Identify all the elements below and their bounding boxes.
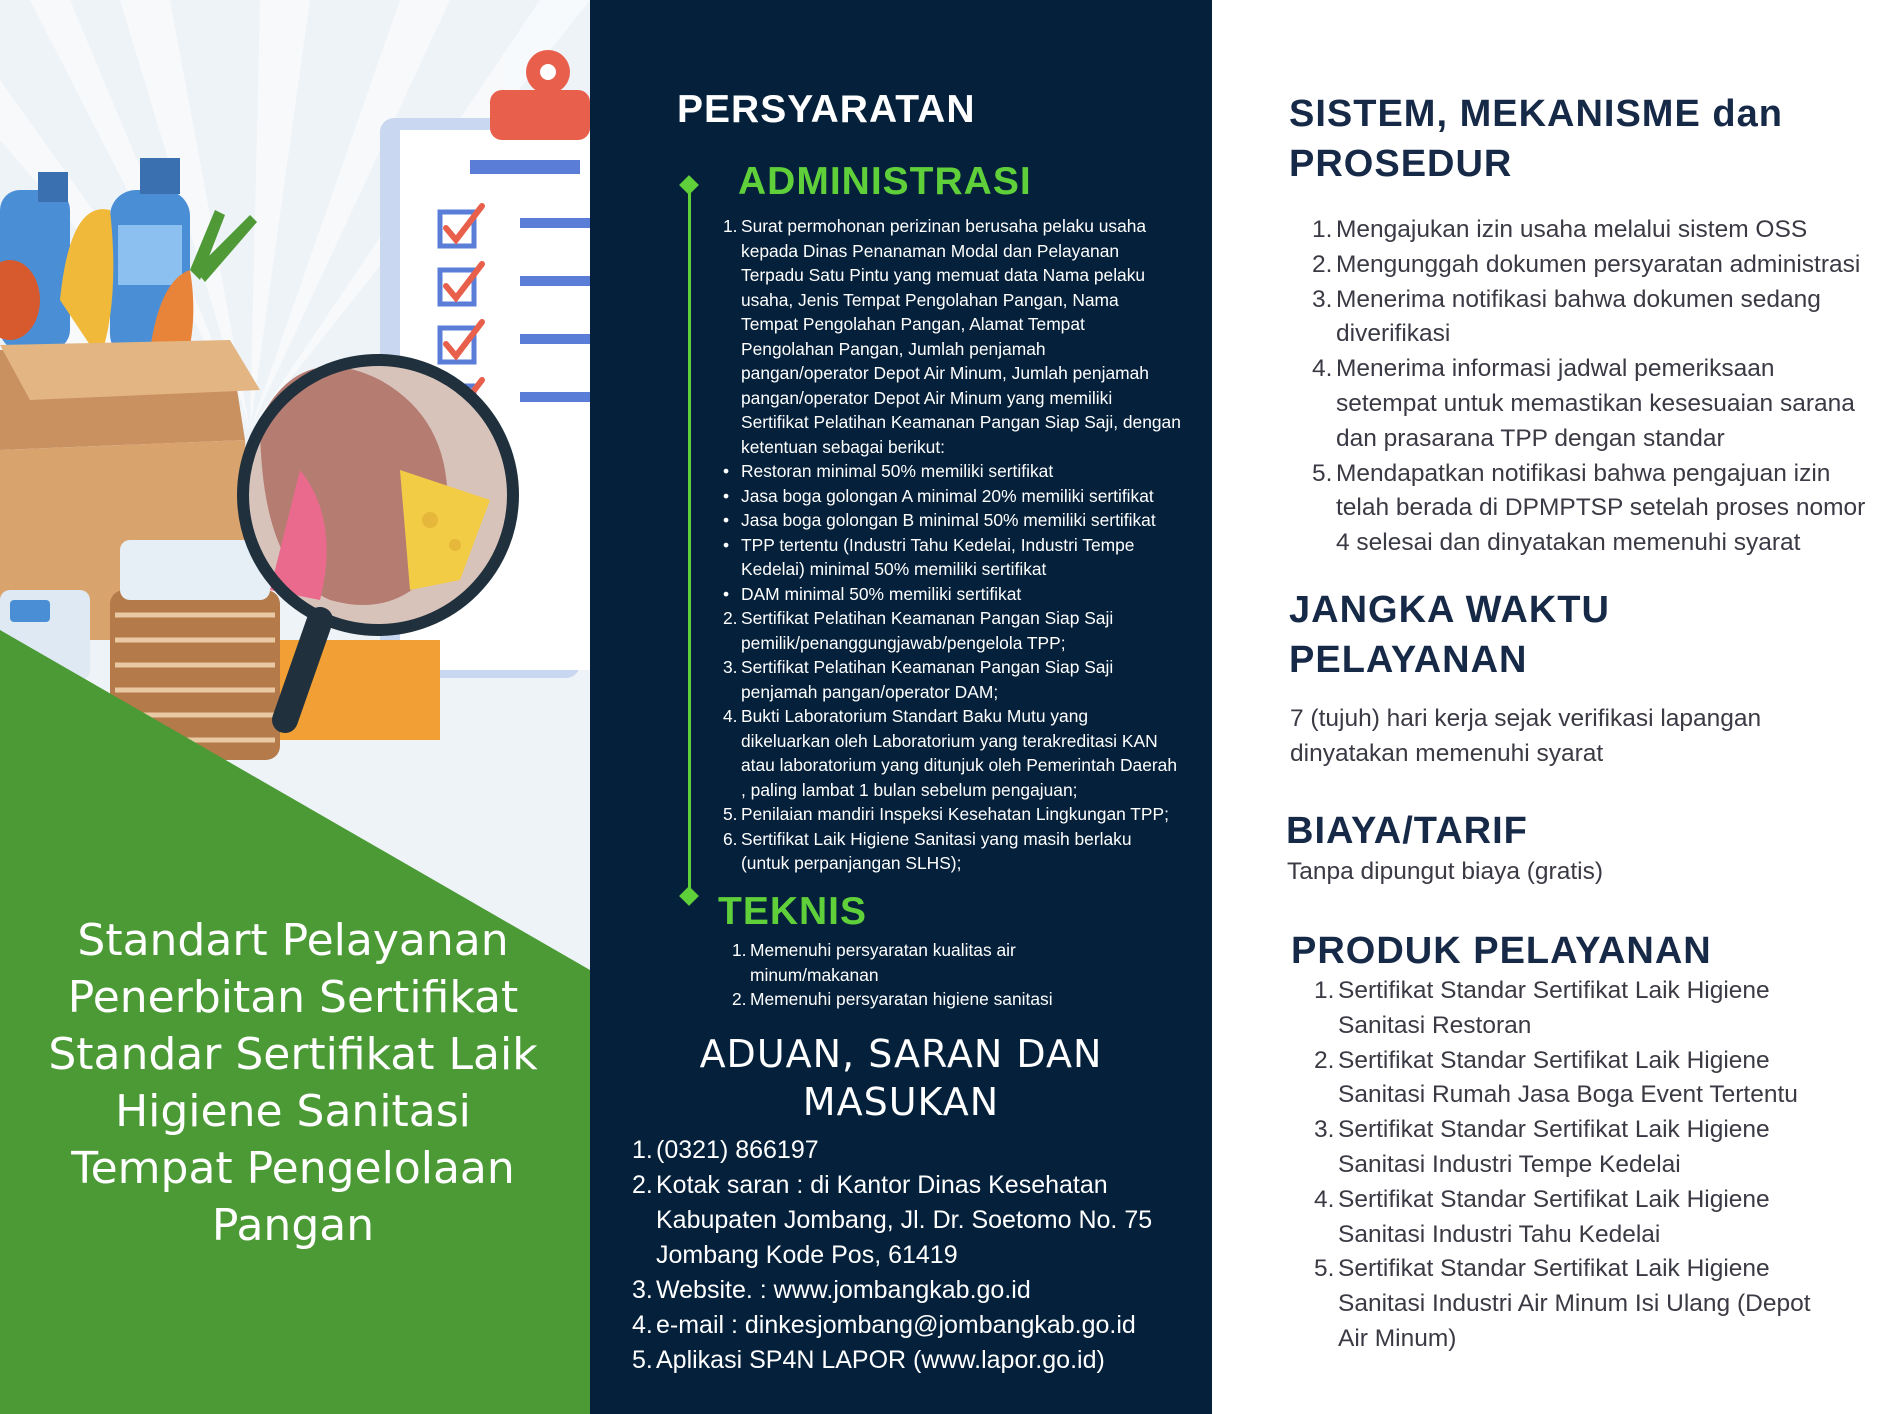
list-item-text: Sanitasi Restoran	[1338, 1011, 1532, 1039]
aduan-line	[632, 1203, 1152, 1238]
aduan-line	[632, 1343, 1152, 1378]
teknis-line	[732, 987, 1053, 1012]
list-item-text: Sanitasi Industri Tempe Kedelai	[1338, 1150, 1681, 1178]
list-marker: 2.	[723, 608, 738, 628]
list-item-text: Jombang Kode Pos, 61419	[656, 1241, 958, 1269]
cover-title-line: Pangan	[211, 1200, 375, 1251]
list-item-text: Kotak saran : di Kantor Dinas Kesehatan	[656, 1171, 1108, 1199]
list-marker: •	[723, 583, 730, 604]
sistem-line	[1312, 352, 1865, 387]
list-item-text: Sertifikat Standar Sertifikat Laik Higiene	[1338, 1255, 1770, 1283]
list-item-text: Sertifikat Pelatihan Keamanan Pangan Siap Saji	[741, 657, 1114, 677]
administrasi-line	[723, 312, 1181, 337]
administrasi-line	[723, 508, 1181, 533]
administrasi-line	[723, 753, 1181, 778]
list-marker: •	[723, 461, 730, 481]
biaya-heading: BIAYA/TARIF	[1286, 810, 1528, 852]
list-marker: 2.	[1314, 1046, 1335, 1074]
list-item-text: e-mail : dinkesjombang@jombangkab.go.id	[656, 1311, 1136, 1339]
timeline-line	[688, 186, 691, 896]
list-item-text: pangan/operator Depot Air Minum yang memiliki	[741, 387, 1113, 408]
list-marker: •	[723, 534, 730, 555]
sistem-line	[1312, 283, 1865, 318]
aduan-heading-line: ADUAN, SARAN DAN	[699, 1032, 1103, 1076]
list-marker: 1.	[1314, 977, 1335, 1004]
list-item-text: (untuk perpanjangan SLHS);	[741, 853, 962, 873]
list-marker: 4.	[1314, 1185, 1335, 1213]
list-item-text: Sertifikat Standar Sertifikat Laik Higiene	[1338, 1046, 1770, 1074]
requirements-panel	[590, 0, 1212, 1414]
jangka-heading	[1289, 585, 1610, 685]
produk-line	[1314, 1252, 1811, 1287]
list-item-text: (0321) 866197	[656, 1136, 819, 1164]
list-item-text: Penilaian mandiri Inspeksi Kesehatan Lingkungan TPP;	[741, 804, 1169, 824]
list-marker: 3.	[632, 1276, 653, 1304]
aduan-heading	[590, 1030, 1212, 1126]
list-item-text: telah berada di DPMPTSP setelah proses nomor	[1336, 494, 1866, 522]
list-marker: 1.	[1312, 216, 1333, 243]
jangka-text-line: dinyatakan memenuhi syarat	[1290, 739, 1604, 767]
list-item-text: setempat untuk memastikan kesesuaian sarana	[1336, 389, 1855, 417]
produk-line	[1314, 1113, 1811, 1148]
list-item-text: Sertifikat Pelatihan Keamanan Pangan Siap Saji, dengan	[741, 412, 1181, 432]
timeline-diamond-icon	[679, 886, 699, 906]
list-marker: 4.	[1312, 355, 1333, 383]
list-item-text: Mengajukan izin usaha melalui sistem OSS	[1336, 216, 1808, 243]
list-marker: 1.	[632, 1136, 653, 1164]
list-marker: 2.	[1312, 250, 1333, 278]
list-item-text: kepada Dinas Penanaman Modal dan Pelayanan	[741, 240, 1120, 261]
aduan-line	[632, 1308, 1152, 1343]
administrasi-line	[723, 851, 1181, 876]
list-item-text: Sertifikat Standar Sertifikat Laik Higiene	[1338, 1116, 1770, 1144]
administrasi-line	[723, 484, 1181, 509]
list-marker: 3.	[723, 657, 738, 677]
list-item-text: dikeluarkan oleh Laboratorium yang terakreditasi KAN	[741, 730, 1158, 751]
teknis-line	[732, 938, 1053, 963]
aduan-heading-line: MASUKAN	[802, 1080, 1000, 1124]
list-marker: 5.	[723, 804, 738, 824]
jangka-text-line: 7 (tujuh) hari kerja sejak verifikasi lapangan	[1290, 705, 1762, 732]
list-item-text: DAM minimal 50% memiliki sertifikat	[741, 583, 1022, 604]
administrasi-line	[723, 680, 1181, 705]
list-marker: •	[723, 510, 730, 530]
sistem-line	[1312, 213, 1865, 248]
administrasi-line	[723, 582, 1181, 607]
administrasi-line	[723, 802, 1181, 827]
list-item-text: Memenuhi persyaratan higiene sanitasi	[750, 989, 1053, 1009]
sistem-line	[1312, 422, 1865, 457]
list-item-text: Tempat Pengolahan Pangan, Alamat Tempat	[741, 314, 1085, 334]
produk-line	[1314, 1218, 1811, 1253]
list-item-text: Mengunggah dokumen persyaratan administrasi	[1336, 250, 1861, 278]
list-item-text: Sanitasi Rumah Jasa Boga Event Tertentu	[1338, 1081, 1798, 1109]
sistem-line	[1312, 491, 1865, 526]
list-item-text: dan prasarana TPP dengan standar	[1336, 424, 1725, 452]
list-item-text: Jasa boga golongan B minimal 50% memiliki sertifikat	[741, 510, 1156, 530]
list-marker: 4.	[632, 1311, 653, 1339]
list-item-text: penjamah pangan/operator DAM;	[741, 681, 999, 702]
administrasi-line	[723, 704, 1181, 729]
administrasi-line	[723, 778, 1181, 803]
list-marker: 1.	[723, 216, 738, 236]
biaya-text: Tanpa dipungut biaya (gratis)	[1287, 858, 1603, 885]
list-marker: 5.	[632, 1346, 653, 1374]
list-item-text: Memenuhi persyaratan kualitas air	[750, 940, 1016, 960]
cover-panel	[0, 0, 590, 1414]
list-item-text: pemilik/penanggungjawab/pengelola TPP;	[741, 632, 1066, 653]
administrasi-line	[723, 361, 1181, 386]
list-marker: 5.	[1312, 459, 1333, 487]
list-item-text: Mendapatkan notifikasi bahwa pengajuan izin	[1336, 459, 1831, 487]
teknis-list	[732, 938, 1053, 1012]
administrasi-line	[723, 337, 1181, 362]
list-item-text: Restoran minimal 50% memiliki sertifikat	[741, 461, 1054, 481]
administrasi-line	[723, 435, 1181, 460]
administrasi-line	[723, 459, 1181, 484]
procedure-panel	[1212, 0, 1904, 1414]
list-item-text: Sanitasi Industri Tahu Kedelai	[1338, 1220, 1661, 1248]
list-marker: 6.	[723, 828, 738, 849]
list-item-text: Sertifikat Standar Sertifikat Laik Higiene	[1338, 977, 1770, 1004]
administrasi-line	[723, 239, 1181, 264]
administrasi-line	[723, 214, 1181, 239]
list-item-text: diverifikasi	[1336, 320, 1451, 348]
list-item-text: ketentuan sebagai berikut:	[741, 436, 946, 457]
sistem-heading	[1289, 89, 1783, 189]
list-item-text: , paling lambat 1 bulan sebelum pengajuan;	[741, 779, 1078, 800]
aduan-line	[632, 1238, 1152, 1273]
produk-line	[1314, 1044, 1811, 1079]
produk-line	[1314, 1183, 1811, 1218]
administrasi-heading: ADMINISTRASI	[738, 160, 1032, 203]
list-item-text: Air Minum)	[1338, 1324, 1457, 1352]
sistem-line	[1312, 317, 1865, 352]
list-marker: 4.	[723, 706, 738, 726]
list-item-text: atau laboratorium yang ditunjuk oleh Pemerintah Daerah	[741, 755, 1177, 775]
list-marker: 3.	[1312, 285, 1333, 313]
sistem-list	[1312, 213, 1865, 561]
list-item-text: Sanitasi Industri Air Minum Isi Ulang (Depot	[1338, 1290, 1811, 1318]
sistem-line	[1312, 526, 1865, 561]
sistem-heading-line: PROSEDUR	[1289, 143, 1513, 185]
sistem-line	[1312, 457, 1865, 492]
list-item-text: Pengolahan Pangan, Jumlah penjamah	[741, 338, 1046, 359]
list-item-text: Kabupaten Jombang, Jl. Dr. Soetomo No. 75	[656, 1206, 1153, 1234]
list-item-text: Sertifikat Standar Sertifikat Laik Higiene	[1338, 1185, 1770, 1213]
list-item-text: Sertifikat Laik Higiene Sanitasi yang masih berlaku	[741, 828, 1132, 849]
teknis-line	[732, 963, 1053, 988]
list-item-text: usaha, Jenis Tempat Pengolahan Pangan, Nama	[741, 289, 1119, 310]
produk-line	[1314, 1287, 1811, 1322]
sistem-line	[1312, 248, 1865, 283]
list-item-text: Menerima notifikasi bahwa dokumen sedang	[1336, 285, 1821, 313]
list-marker: 3.	[1314, 1116, 1335, 1144]
produk-line	[1314, 1148, 1811, 1183]
list-marker: •	[723, 485, 730, 506]
administrasi-list	[723, 214, 1181, 876]
list-item-text: minum/makanan	[750, 964, 879, 985]
administrasi-line	[723, 386, 1181, 411]
list-item-text: Terpadu Satu Pintu yang memuat data Nama pelaku	[741, 265, 1146, 285]
aduan-line	[632, 1168, 1152, 1203]
produk-line	[1314, 974, 1811, 1009]
cover-title-line: Penerbitan Sertifikat	[67, 972, 519, 1023]
list-marker: 2.	[632, 1171, 653, 1199]
list-item-text: pangan/operator Depot Air Minum, Jumlah penjamah	[741, 363, 1149, 383]
list-item-text: 4 selesai dan dinyatakan memenuhi syarat	[1336, 529, 1801, 557]
jangka-heading-line: JANGKA WAKTU	[1289, 589, 1610, 631]
administrasi-line	[723, 606, 1181, 631]
produk-heading: PRODUK PELAYANAN	[1291, 930, 1712, 972]
cover-title	[28, 912, 558, 1254]
cover-title-line: Standar Sertifikat Laik	[48, 1029, 538, 1080]
administrasi-line	[723, 533, 1181, 558]
list-marker: 2.	[732, 989, 747, 1009]
list-item-text: Aplikasi SP4N LAPOR (www.lapor.go.id)	[656, 1346, 1105, 1374]
administrasi-line	[723, 827, 1181, 852]
administrasi-line	[723, 410, 1181, 435]
list-item-text: Bukti Laboratorium Standart Baku Mutu yang	[741, 706, 1089, 726]
aduan-line	[632, 1273, 1152, 1308]
list-item-text: TPP tertentu (Industri Tahu Kedelai, Industri Tempe	[741, 534, 1135, 555]
produk-list	[1314, 974, 1811, 1357]
aduan-line	[632, 1133, 1152, 1168]
list-item-text: Sertifikat Pelatihan Keamanan Pangan Siap Saji	[741, 608, 1114, 628]
administrasi-line	[723, 288, 1181, 313]
cover-title-line: Standart Pelayanan	[77, 915, 509, 966]
list-marker: 5.	[1314, 1255, 1335, 1283]
cover-title-line: Tempat Pengelolaan	[71, 1143, 515, 1194]
administrasi-line	[723, 729, 1181, 754]
jangka-heading-line: PELAYANAN	[1289, 639, 1528, 681]
aduan-list	[632, 1133, 1152, 1378]
persyaratan-title: PERSYARATAN	[677, 88, 976, 131]
sistem-line	[1312, 387, 1865, 422]
teknis-heading: TEKNIS	[718, 890, 868, 933]
list-item-text: Kedelai) minimal 50% memiliki sertifikat	[741, 559, 1047, 579]
produk-line	[1314, 1322, 1811, 1357]
administrasi-line	[723, 263, 1181, 288]
jangka-text	[1290, 702, 1761, 772]
sistem-heading-line: SISTEM, MEKANISME dan	[1289, 93, 1783, 135]
timeline-diamond-icon	[679, 175, 699, 195]
list-item-text: Surat permohonan perizinan berusaha pelaku usaha	[741, 216, 1147, 236]
administrasi-line	[723, 631, 1181, 656]
list-item-text: Website. : www.jombangkab.go.id	[656, 1276, 1031, 1304]
administrasi-line	[723, 557, 1181, 582]
cover-title-line: Higiene Sanitasi	[115, 1086, 471, 1137]
administrasi-line	[723, 655, 1181, 680]
produk-line	[1314, 1078, 1811, 1113]
produk-line	[1314, 1009, 1811, 1044]
list-item-text: Jasa boga golongan A minimal 20% memiliki sertifikat	[741, 485, 1154, 506]
list-item-text: Menerima informasi jadwal pemeriksaan	[1336, 355, 1775, 383]
list-marker: 1.	[732, 940, 747, 960]
